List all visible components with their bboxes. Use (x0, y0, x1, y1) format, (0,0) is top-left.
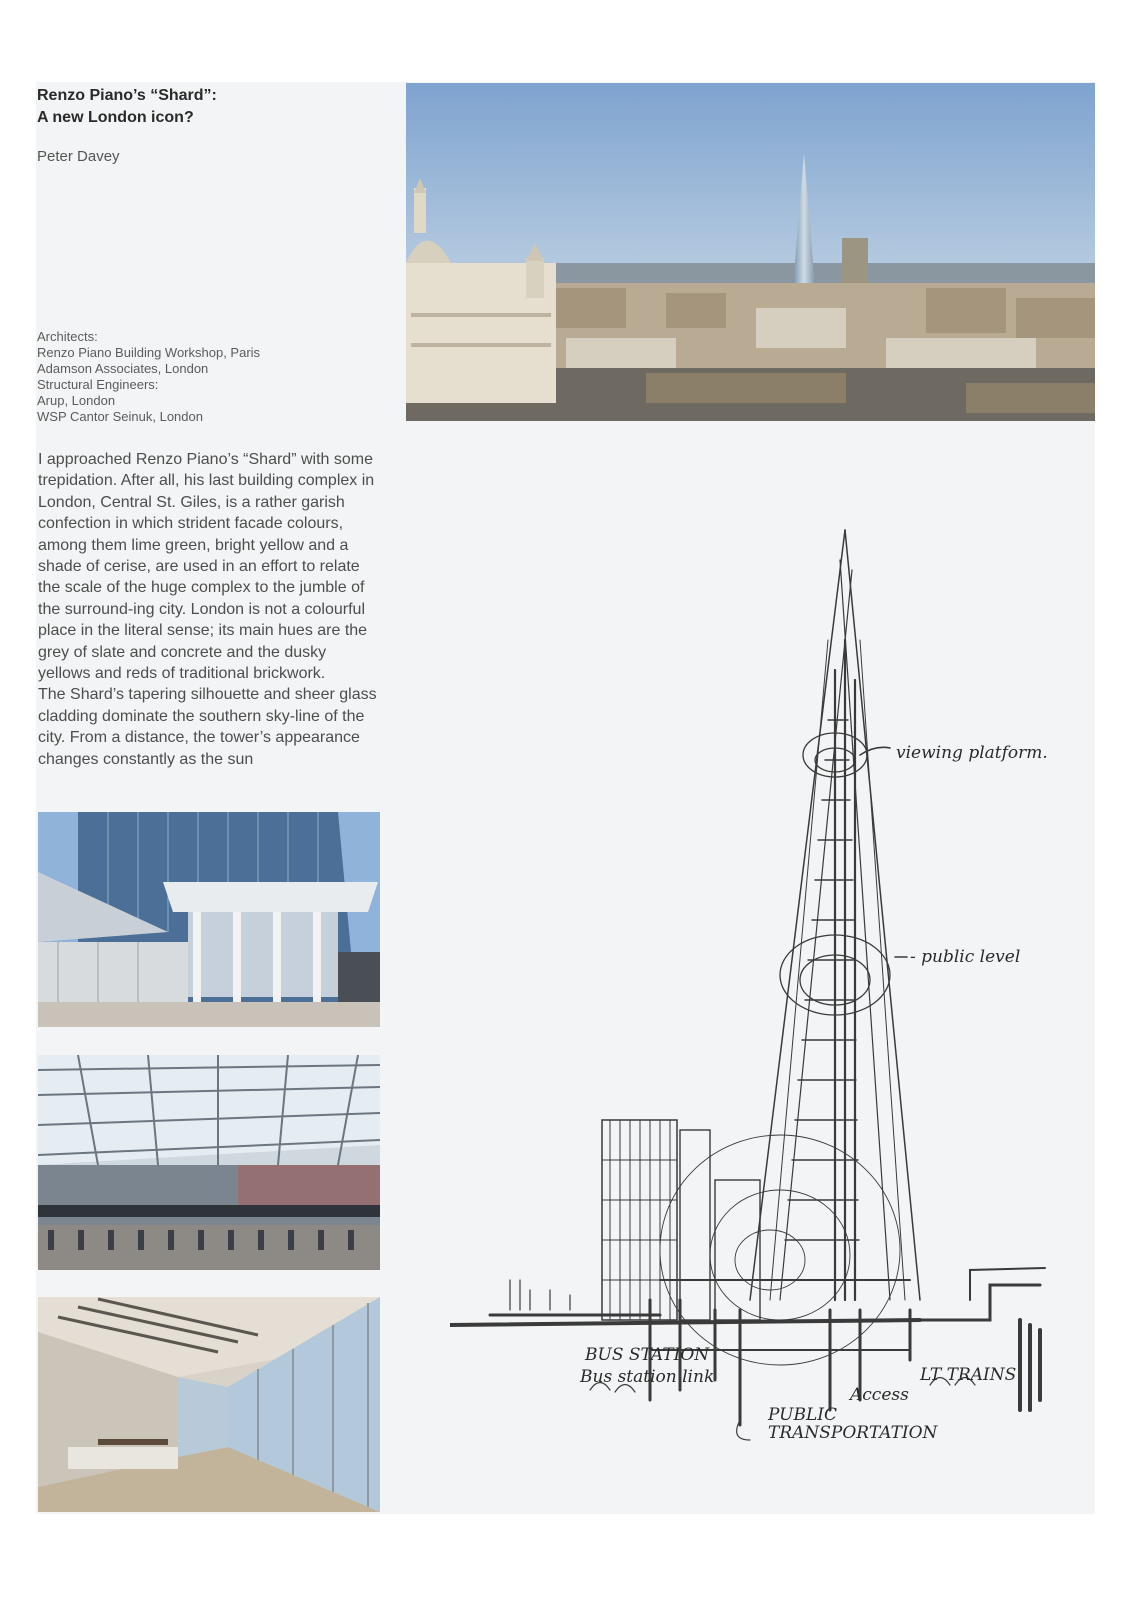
credit-line: WSP Cantor Seinuk, London (37, 409, 203, 424)
annotation-transportation: TRANSPORTATION (768, 1423, 938, 1443)
article-title (37, 85, 367, 129)
shard-sketch-drawing (450, 520, 1100, 1470)
credit-line: Renzo Piano Building Workshop, Paris (37, 345, 261, 360)
author-name: Peter Davey (37, 148, 120, 165)
annotation-bus-station-link: Bus station link (580, 1367, 715, 1387)
credit-line: Architects: (37, 329, 98, 344)
annotation-viewing-platform: viewing platform. (896, 743, 1048, 763)
title-line-2: A new London icon? (37, 109, 194, 126)
credit-line: Adamson Associates, London (37, 361, 209, 376)
annotation-public: PUBLIC (768, 1405, 837, 1425)
project-credits (37, 329, 367, 425)
annotation-lt-trains: LT TRAINS (920, 1365, 1017, 1385)
lobby-interior-photo (38, 1297, 380, 1512)
london-skyline-photo (406, 83, 1095, 421)
station-exterior-photo (38, 812, 380, 1027)
annotation-public-level: - public level (910, 947, 1021, 967)
annotation-bus-station: BUS STATION (585, 1345, 710, 1365)
credit-line: Arup, London (37, 393, 116, 408)
annotation-access: Access (850, 1385, 909, 1405)
title-line-1: Renzo Piano’s “Shard”: (37, 87, 217, 104)
credit-line: Structural Engineers: (37, 377, 159, 392)
station-concourse-photo (38, 1055, 380, 1270)
article-body: I approached Renzo Piano’s “Shard” with some trepidation. After all, his last building complex in London, Central St. Giles, is a rather garish confection in which strident facade colours, among them lime green, bright yellow and a shade of cerise, are used in an effort to relate the scale of the huge complex to the jumble of the surround-ing city. London is not a colourful place in the literal sense; its main hues are the grey of slate and concrete and the dusky yellows and reds of traditional brickwork. The Shard’s tapering silhouette and sheer glass cladding dominate the southern sky-line of the city. From a distance, the tower’s appearance changes constantly as the sun (38, 451, 377, 768)
